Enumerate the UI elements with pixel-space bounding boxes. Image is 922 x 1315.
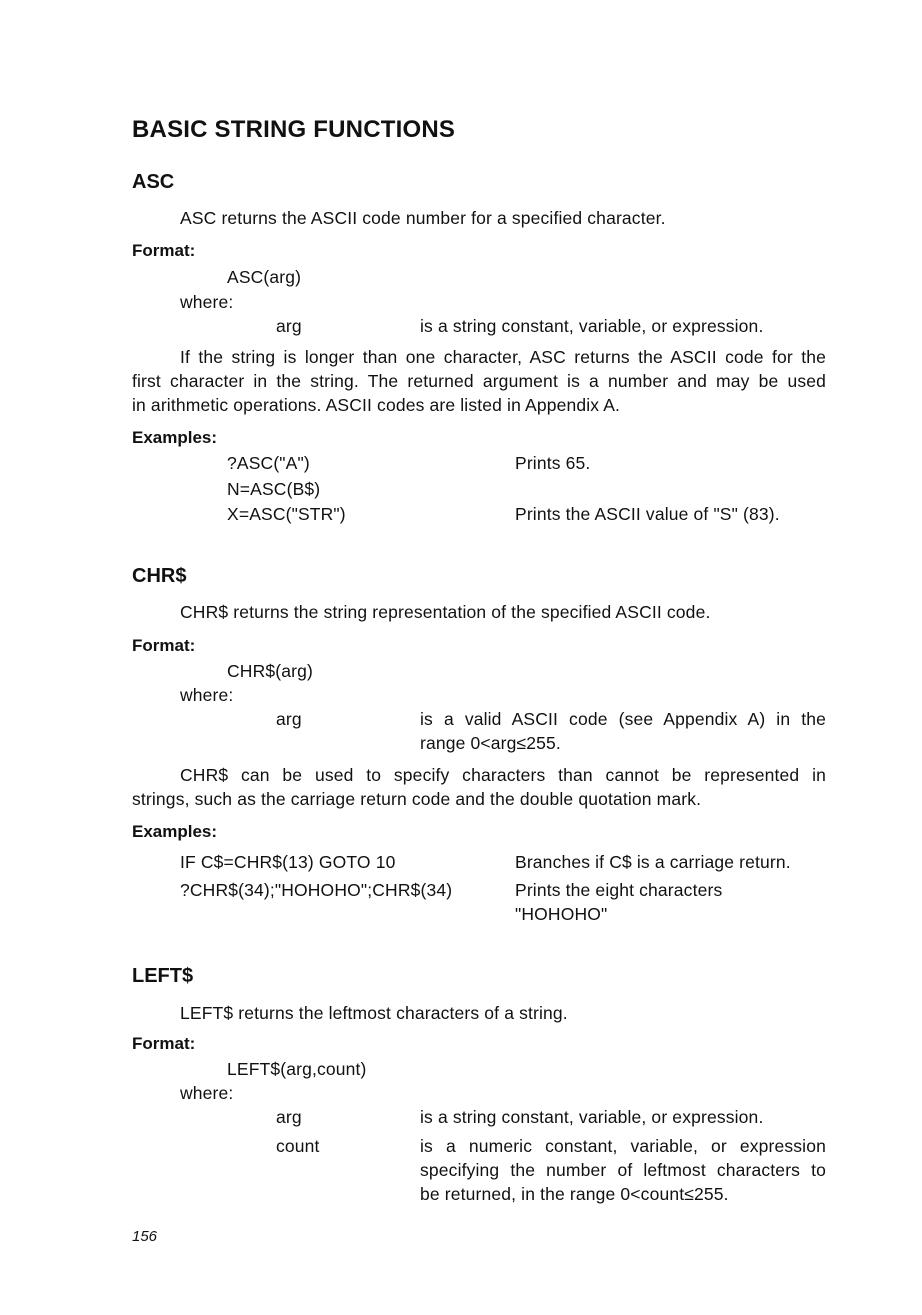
format-syntax: CHR$(arg) [227, 661, 313, 681]
example-code: ?ASC("A") [227, 453, 310, 473]
where-label: where: [180, 1083, 234, 1103]
note-line: strings, such as the carriage return code and the double quotation mark. [132, 789, 702, 809]
example-code: X=ASC("STR") [227, 504, 346, 524]
section-description: ASC returns the ASCII code number for a specified character. [180, 208, 666, 228]
section-heading: CHR$ [132, 565, 187, 587]
section-heading: ASC [132, 171, 175, 193]
param-description: range 0<arg≤255. [420, 733, 561, 753]
page-title: BASIC STRING FUNCTIONS [132, 116, 456, 143]
param-name: arg [276, 1107, 302, 1127]
format-syntax: LEFT$(arg,count) [227, 1059, 367, 1079]
examples-label: Examples: [132, 428, 218, 447]
example-description: "HOHOHO" [515, 904, 608, 924]
where-label: where: [180, 685, 234, 705]
section-heading: LEFT$ [132, 965, 194, 987]
param-description: is a numeric constant, variable, or expression [420, 1136, 826, 1156]
example-code: IF C$=CHR$(13) GOTO 10 [180, 852, 396, 872]
param-description: specifying the number of leftmost characters to [420, 1160, 826, 1180]
section-description: CHR$ returns the string representation of the specified ASCII code. [180, 602, 711, 622]
example-description: Branches if C$ is a carriage return. [515, 852, 791, 872]
note-line: first character in the string. The returned argument is a number and may be used [132, 371, 826, 391]
format-label: Format: [132, 1034, 196, 1053]
param-description: is a string constant, variable, or expression. [420, 316, 764, 336]
param-name: arg [276, 316, 302, 336]
format-label: Format: [132, 636, 196, 655]
example-description: Prints the ASCII value of "S" (83). [515, 504, 780, 524]
example-code: N=ASC(B$) [227, 479, 321, 499]
note-line: CHR$ can be used to specify characters than cannot be represented in [180, 765, 826, 785]
format-syntax: ASC(arg) [227, 267, 302, 287]
param-name: arg [276, 709, 302, 729]
example-description: Prints 65. [515, 453, 591, 473]
examples-label: Examples: [132, 822, 218, 841]
param-description: be returned, in the range 0<count≤255. [420, 1184, 729, 1204]
note-line: in arithmetic operations. ASCII codes are listed in Appendix A. [132, 395, 621, 415]
param-description: is a string constant, variable, or expression. [420, 1107, 764, 1127]
page-number: 156 [132, 1228, 158, 1245]
format-label: Format: [132, 241, 196, 260]
section-description: LEFT$ returns the leftmost characters of a string. [180, 1003, 568, 1023]
note-line: If the string is longer than one character, ASC returns the ASCII code for the [180, 347, 826, 367]
param-description: is a valid ASCII code (see Appendix A) in the [420, 709, 826, 729]
example-description: Prints the eight characters [515, 880, 723, 900]
example-code: ?CHR$(34);"HOHOHO";CHR$(34) [180, 880, 453, 900]
where-label: where: [180, 292, 234, 312]
param-name: count [276, 1136, 320, 1156]
